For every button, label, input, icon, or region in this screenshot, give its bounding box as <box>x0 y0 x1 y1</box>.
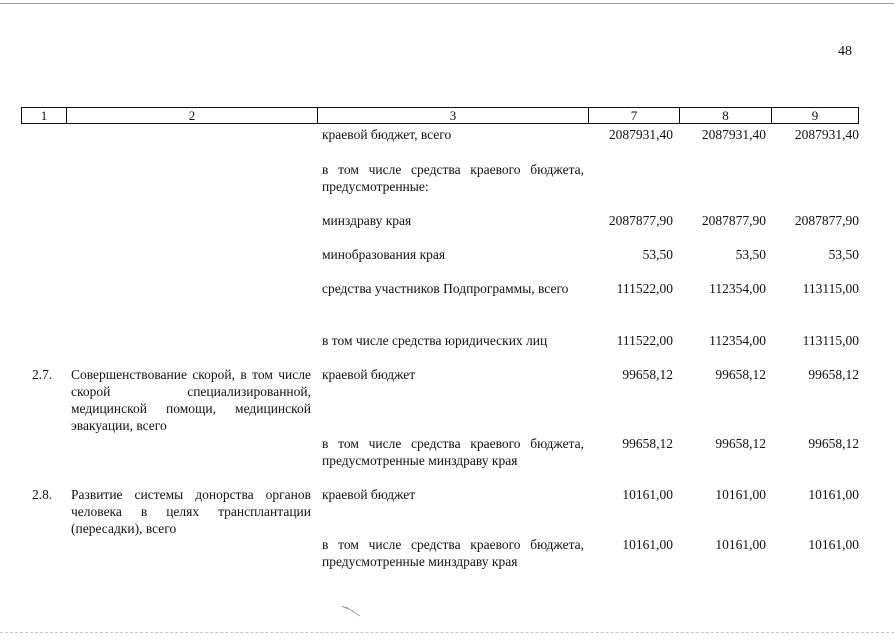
scan-top-edge <box>0 3 894 4</box>
source-cell: минздраву края <box>322 213 412 228</box>
value-cell-col7: 10161,00 <box>622 537 673 552</box>
value-cell-col8: 99658,12 <box>715 436 766 451</box>
value-cell-col8: 2087877,90 <box>701 213 766 228</box>
value-cell-col9: 2087877,90 <box>794 213 859 228</box>
value-cell-col8: 53,50 <box>735 247 766 262</box>
column-header-2: 2 <box>66 107 318 124</box>
scan-artifact-mark <box>340 602 370 618</box>
value-cell-col7: 111522,00 <box>616 333 673 348</box>
value-cell-col7: 111522,00 <box>616 281 673 296</box>
source-cell: в том числе средства краевого бюджета, предусмотренные: <box>322 162 584 194</box>
column-header-3: 3 <box>317 107 589 124</box>
value-cell-col8: 99658,12 <box>715 367 766 382</box>
scan-bottom-edge <box>0 632 894 633</box>
column-header-1: 1 <box>21 107 67 124</box>
value-cell-col9: 99658,12 <box>808 367 859 382</box>
source-cell: краевой бюджет <box>322 487 416 502</box>
value-cell-col9: 2087931,40 <box>794 127 859 142</box>
source-cell: в том числе средства краевого бюджета, предусмотренные минздраву края <box>322 537 584 569</box>
item-number-cell: 2.7. <box>32 367 53 382</box>
source-cell: минобразования края <box>322 247 446 262</box>
source-cell: краевой бюджет, всего <box>322 127 452 142</box>
value-cell-col9: 10161,00 <box>808 487 859 502</box>
item-number-cell: 2.8. <box>32 487 53 502</box>
value-cell-col9: 99658,12 <box>808 436 859 451</box>
column-header-9: 9 <box>771 107 859 124</box>
page-number: 48 <box>838 44 852 59</box>
source-cell: средства участников Подпрограммы, всего <box>322 281 569 296</box>
value-cell-col9: 53,50 <box>828 247 859 262</box>
value-cell-col7: 2087877,90 <box>608 213 673 228</box>
value-cell-col8: 10161,00 <box>715 487 766 502</box>
value-cell-col9: 113115,00 <box>802 281 859 296</box>
value-cell-col7: 2087931,40 <box>608 127 673 142</box>
value-cell-col8: 112354,00 <box>709 333 766 348</box>
value-cell-col7: 10161,00 <box>622 487 673 502</box>
column-header-7: 7 <box>588 107 680 124</box>
item-name-cell: Совершенствование скорой, в том числе скорой специализированной, медицинской помощи, медицинской эвакуации, всего <box>71 367 311 433</box>
value-cell-col9: 113115,00 <box>802 333 859 348</box>
item-name-cell: Развитие системы донорства органов человека в целях трансплантации (пересадки), всего <box>71 487 311 536</box>
value-cell-col8: 2087931,40 <box>701 127 766 142</box>
value-cell-col7: 99658,12 <box>622 436 673 451</box>
source-cell: краевой бюджет <box>322 367 416 382</box>
value-cell-col8: 10161,00 <box>715 537 766 552</box>
column-header-8: 8 <box>679 107 772 124</box>
source-cell: в том числе средства краевого бюджета, предусмотренные минздраву края <box>322 436 584 468</box>
value-cell-col9: 10161,00 <box>808 537 859 552</box>
value-cell-col8: 112354,00 <box>709 281 766 296</box>
value-cell-col7: 53,50 <box>642 247 673 262</box>
value-cell-col7: 99658,12 <box>622 367 673 382</box>
source-cell: в том числе средства юридических лиц <box>322 333 548 348</box>
